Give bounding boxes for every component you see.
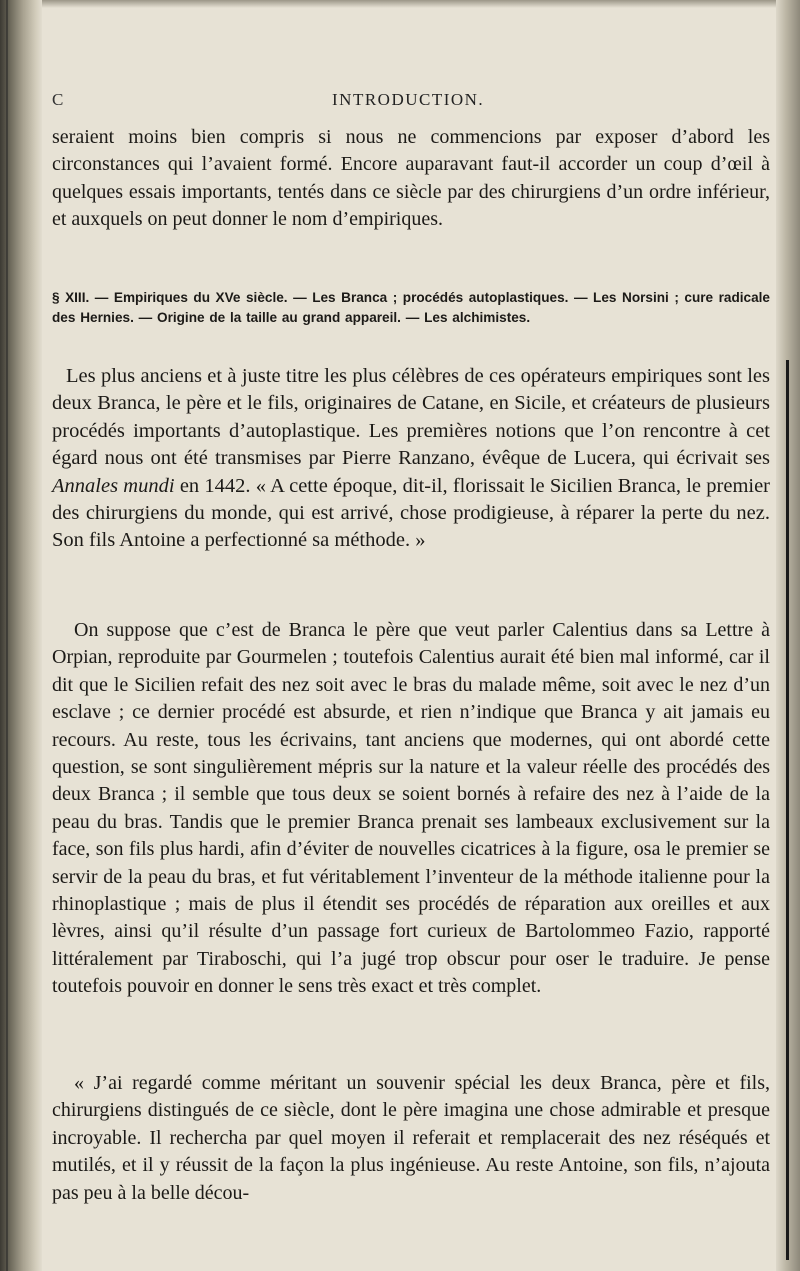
right-edge-shadow <box>786 360 789 1260</box>
paragraph-2-text-b: en 1442. « A cette époque, dit-il, florissait le Sicilien Branca, le premier des chirurgiens du monde, qui est arrivé, chose prodigieuse, à réparer la perte du nez. Son fils Antoine a perfectionné sa méthode. » <box>52 474 771 552</box>
left-binding-gutter <box>0 0 42 1271</box>
paragraph-4: « J’ai regardé comme méritant un souvenir spécial les deux Branca, père et fils, chirurgiens distingués de ce siècle, dont le père imagina une chose admirable et presque incroyable. Il rechercha par quel moyen il referait et remplacerait des nez réséqués et mutilés, et il y réussit de la façon la plus ingénieuse. Au reste Antoine, son fils, n’ajouta pas peu à la belle décou- <box>52 1072 770 1204</box>
book-title-annales-mundi: Annales mundi <box>52 474 175 497</box>
page-number: C <box>52 90 64 109</box>
paragraph-3: On suppose que c’est de Branca le père que veut parler Calentius dans sa Lettre à Orpian, reproduite par Gourmelen ; toutefois Calentius aurait été bien mal informé, car il dit que le Sicilien refait des nez soit avec le bras du malade même, soit avec le nez d’un esclave ; ce dernier procédé est absurde, et rien n’indique que Branca y ait jamais eu recours. Au reste, tous les écrivains, tant anciens que modernes, qui ont abordé cette question, se sont singulièrement mépris sur la nature et la valeur réelle des procédés des deux Branca ; il semble que tous deux se soient bornés à refaire des nez à l’aide de la peau du bras. Tandis que le premier Branca prenait ses lambeaux exclusivement sur la face, son fils plus hardi, afin d’éviter de nouvelles cicatrices à la figure, osa le premier se servir de la peau du bras, et fut véritablement l’inventeur de la méthode italienne pour la rhinoplastique ; mais de plus il étendit ses procédés de réparation aux oreilles et aux lèvres, ainsi qu’il résulte d’un passage fort curieux de Bartolommeo Fazio, rapporté littéralement par Tiraboschi, qui l’a jugé trop obscur pour oser le traduire. Je pense toutefois pouvoir en donner le sens très exact et très complet. <box>52 619 770 998</box>
right-page-edge <box>776 0 800 1271</box>
paragraph-2 <box>52 363 770 555</box>
section-summary: § XIII. — Empiriques du XVe siècle. — Les Branca ; procédés autoplastiques. — Les Norsini ; cure radicale des Hernies. — Origine de la taille au grand appareil. — Les alchimistes. <box>52 290 770 325</box>
paragraph-2-text-a: Les plus anciens et à juste titre les plus célèbres de ces opérateurs empiriques sont les deux Branca, le père et le fils, originaires de Catane, en Sicile, et créateurs de plusieurs procédés importants d’autoplastique. Les premières notions que l’on rencontre à cet égard nous ont été transmises par Pierre Ranzano, évêque de Lucera, qui écrivait ses <box>52 365 770 470</box>
paragraph-1: seraient moins bien compris si nous ne commencions par exposer d’abord les circonstances qui l’avaient formé. Encore auparavant faut-il accorder un coup d’œil à quelques essais importants, tentés dans ce siècle par des chirurgiens d’un ordre inférieur, et auxquels on peut donner le nom d’empiriques. <box>52 126 770 231</box>
running-head: INTRODUCTION. <box>332 90 485 109</box>
book-page <box>52 0 770 1271</box>
binding-shadow <box>6 0 8 1271</box>
